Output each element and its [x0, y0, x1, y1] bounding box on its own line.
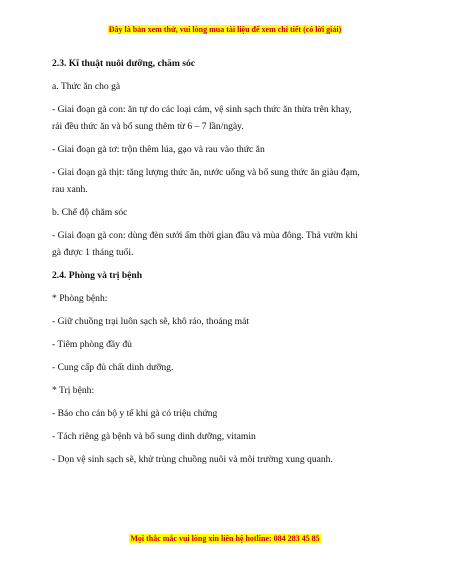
- hotline-banner: [0, 534, 450, 544]
- preview-notice-text: Đây là bản xem thử, vui lòng mua tài liệu để xem chi tiết (có lời giải): [108, 25, 342, 34]
- paragraph-chick-care: - Giai đoạn gà con: dùng đèn sưởi ấm thời gian đầu và mùa đông. Thả vườn khi: [52, 230, 358, 241]
- paragraph-meat-feed-cont: rau xanh.: [52, 184, 88, 195]
- paragraph-chick-feed-cont: rải đều thức ăn và bổ sung thêm từ 6 – 7 lần/ngày.: [52, 121, 244, 132]
- subheading-care-regime: b. Chế độ chăm sóc: [52, 207, 128, 218]
- list-item-disinfect: - Dọn vệ sinh sạch sẽ, khử trùng chuồng nuôi và môi trường xung quanh.: [52, 454, 333, 465]
- paragraph-chick-feed: - Giai đoạn gà con: ăn tự do các loại cám, vệ sinh sạch thức ăn thừa trên khay,: [52, 104, 352, 115]
- list-item-isolate-sick: - Tách riêng gà bệnh và bổ sung dinh dưỡng, vitamin: [52, 431, 256, 442]
- paragraph-chick-care-cont: gà được 1 tháng tuổi.: [52, 247, 134, 258]
- list-item-report-vet: - Báo cho cán bộ y tế khi gà có triệu chứng: [52, 408, 218, 419]
- section-heading-disease: 2.4. Phòng và trị bệnh: [52, 270, 143, 281]
- section-heading-care: 2.3. Kĩ thuật nuôi dưỡng, chăm sóc: [52, 58, 196, 69]
- paragraph-young-feed: - Giai đoạn gà tơ: trộn thêm lúa, gạo và rau vào thức ăn: [52, 144, 265, 155]
- document-body: [52, 57, 402, 476]
- preview-notice-banner: [0, 25, 450, 35]
- list-item-nutrition: - Cung cấp đủ chất dinh dưỡng.: [52, 362, 174, 373]
- list-item-clean-coop: - Giữ chuồng trại luôn sạch sẽ, khô ráo, thoáng mát: [52, 316, 250, 327]
- subheading-prevention: * Phòng bệnh:: [52, 293, 108, 304]
- paragraph-meat-feed: - Giai đoạn gà thịt: tăng lượng thức ăn, nước uống và bổ sung thức ăn giàu đạm,: [52, 167, 360, 178]
- subheading-treatment: * Trị bệnh:: [52, 385, 95, 396]
- subheading-feed: a. Thức ăn cho gà: [52, 81, 121, 92]
- list-item-vaccination: - Tiêm phòng đầy đủ: [52, 339, 132, 350]
- hotline-text: Mọi thắc mắc vui lòng xin liên hệ hotline: 084 283 45 85: [130, 534, 320, 543]
